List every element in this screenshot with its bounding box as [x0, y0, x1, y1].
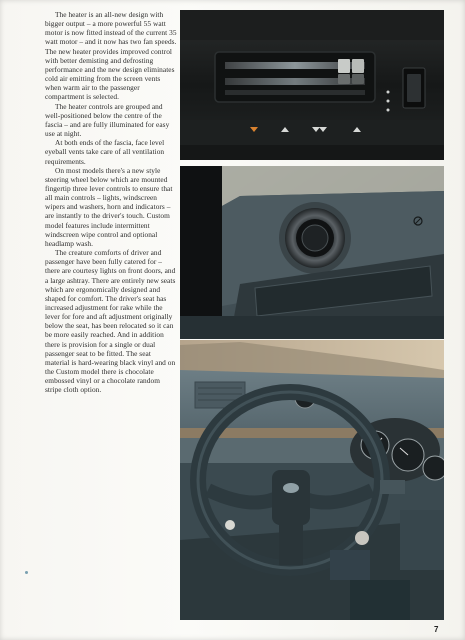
- paragraph-heater: The heater is an all-new design with bigger output – a more powerful 55 watt motor is now fitted instead of the current 35 watt motor – and it now has two fan speeds. The new heater provides improved control with better demisting and defrosting performance and the new design eliminates cold air emitting from the screen vents when warm air to the passenger compartment is selected.: [45, 10, 177, 102]
- steering-wheel-photo: [180, 340, 444, 620]
- paragraph-heater-controls: The heater controls are grouped and well-positioned below the centre of the fascia – and are fully illuminated for easy use at night.: [45, 101, 170, 139]
- body-text-column: [45, 10, 177, 395]
- decorative-dot: [25, 571, 28, 574]
- eyeball-vent-photo: [180, 166, 444, 339]
- paragraph-creature-comforts: The creature comforts of driver and passenger have been fully catered for – there are courtesy lights on front doors, and a large ashtray. There are entirely new seats which are ergonomically designed and shaped for comfort. The driver's seat has increased adjustment for rake while the lever for fore and aft adjustment originally below the seat, has been relocated so it can be more easily reached. And in addition there is provision for a single or dual passenger seat to be fitted. The seat material is hard-wearing black vinyl and on the Custom model there is chocolate embossed vinyl or a chocolate random stripe cloth option.: [45, 248, 176, 395]
- paragraph-eyeball-vents: At both ends of the fascia, face level eyeball vents take care of all ventilation requirements.: [45, 138, 165, 166]
- paragraph-steering-wheel: On most models there's a new style steering wheel below which are mounted fingertip three lever controls to ensure that all main controls – lights, windscreen wipers and washers, horn and indicators – are instantly to the driver's touch. Custom model features include intermittent windscreen wipe control and optional headlamp wash.: [45, 165, 173, 248]
- heater-controls-photo: [180, 10, 444, 160]
- page-number: 7: [434, 625, 439, 634]
